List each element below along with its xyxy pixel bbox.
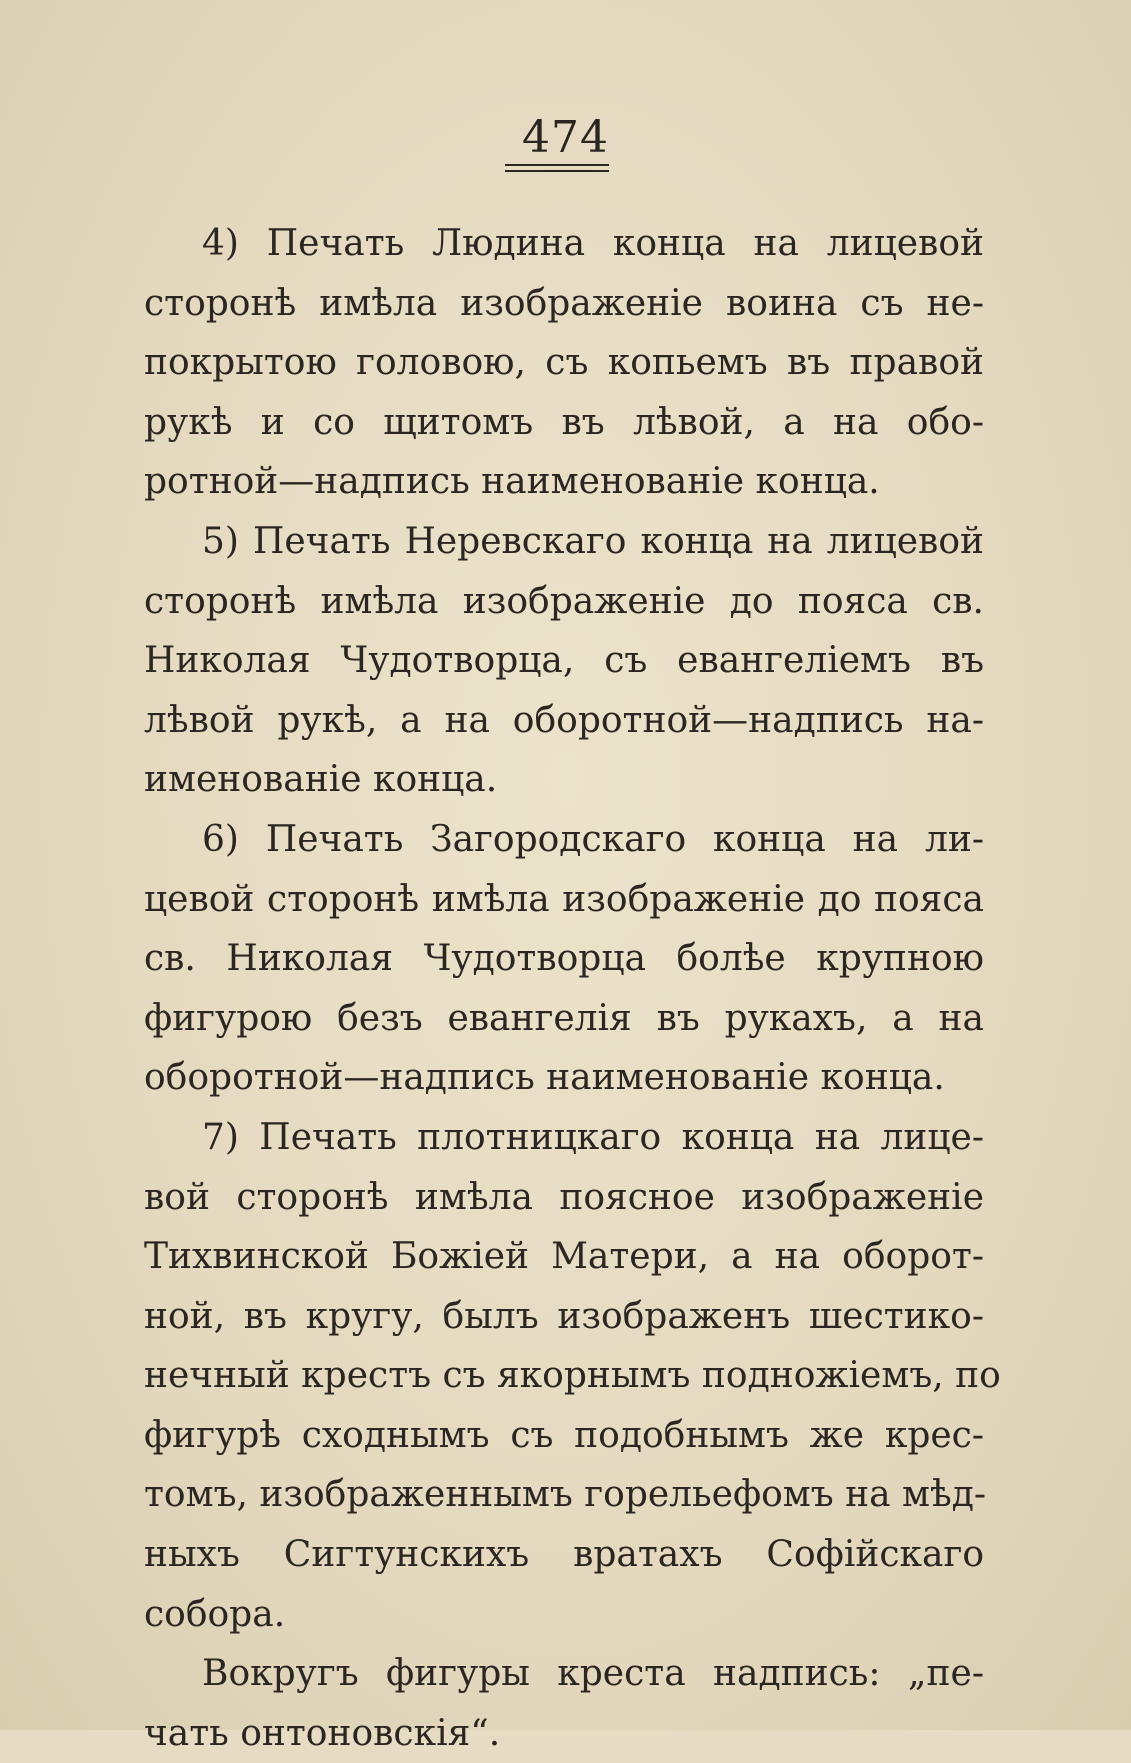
text-line: 4) Печать Людина конца на лицевой	[202, 223, 984, 264]
body-text	[144, 214, 1001, 1763]
text-line: сторонѣ имѣла изображеніе воина съ не-	[144, 282, 984, 324]
text-line: сторонѣ имѣла изображеніе до пояса св.	[144, 580, 984, 622]
text-line: 5) Печать Неревскаго конца на лицевой	[202, 520, 984, 562]
text-line: Тихвинской Божіей Матери, а на оборот-	[144, 1236, 984, 1278]
text-line: фигурою безъ евангелія въ рукахъ, а на	[144, 997, 984, 1039]
text-line: нечный крестъ съ якорнымъ подножіемъ, по	[144, 1355, 1001, 1397]
text-line: собора.	[144, 1593, 286, 1635]
paragraph-5	[144, 512, 984, 810]
text-line: чать онтоновскія“.	[144, 1712, 501, 1754]
text-line: вой сторонѣ имѣла поясное изображеніе	[144, 1176, 984, 1218]
text-line: Николая Чудотворца, съ евангеліемъ въ	[144, 640, 984, 682]
page-number: 474	[522, 112, 609, 163]
paragraph-4	[144, 214, 984, 512]
text-line: томъ, изображеннымъ горельефомъ на мѣд-	[144, 1474, 987, 1516]
paragraph-7	[144, 1108, 1001, 1644]
text-line: рукѣ и со щитомъ въ лѣвой, а на обо-	[144, 401, 984, 443]
text-line: 6) Печать Загородскаго конца на ли-	[202, 818, 984, 860]
text-line: лѣвой рукѣ, а на оборотной—надпись на-	[144, 699, 984, 741]
text-line: цевой сторонѣ имѣла изображеніе до пояса	[144, 878, 984, 920]
text-line: ныхъ Сигтунскихъ вратахъ Софійскаго	[144, 1534, 984, 1576]
text-line: Вокругъ фигуры креста надпись: „пе-	[202, 1653, 984, 1695]
text-line: фигурѣ сходнымъ съ подобнымъ же крес-	[144, 1414, 984, 1456]
text-line: 7) Печать плотницкаго конца на лице-	[202, 1116, 984, 1158]
paragraph-6	[144, 810, 984, 1108]
text-line: именованіе конца.	[144, 759, 498, 801]
text-line: оборотной—надпись наименованіе конца.	[144, 1057, 945, 1099]
page-number-rule-upper	[505, 164, 609, 166]
text-line: св. Николая Чудотворца болѣе крупною	[144, 938, 984, 980]
page-number-rule-lower	[505, 170, 609, 172]
text-line: ротной—надпись наименованіе конца.	[144, 461, 880, 503]
paragraph-8	[144, 1644, 984, 1763]
text-line: покрытою головою, съ копьемъ въ правой	[144, 342, 984, 384]
text-line: ной, въ кругу, былъ изображенъ шестико-	[144, 1295, 984, 1337]
